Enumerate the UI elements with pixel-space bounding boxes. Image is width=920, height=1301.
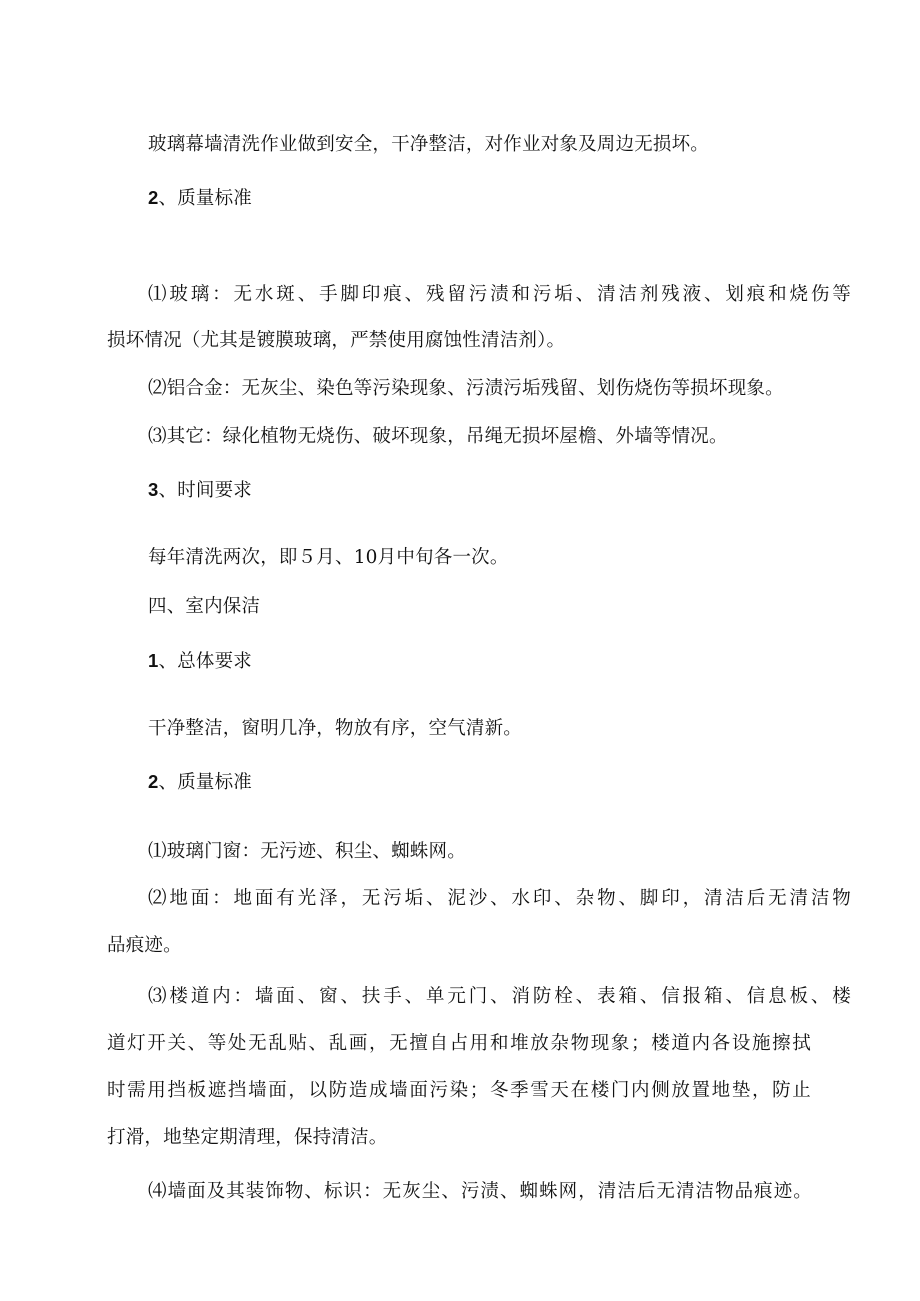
heading-number: 1	[148, 650, 159, 671]
paragraph-general-body: 干净整洁，窗明几净，物放有序，空气清新。	[148, 718, 523, 739]
heading-quality-standard-1	[148, 185, 252, 212]
paragraph-wall-decorations: ⑷墙面及其装饰物、标识：无灰尘、污渍、蜘蛛网，清洁后无清洁物品痕迹。	[148, 1181, 812, 1202]
paragraph-floor-line-1: ⑵地面：地面有光泽，无污垢、泥沙、水印、杂物、脚印，清洁后无清洁物	[148, 888, 851, 909]
paragraph-corridor-line-1: ⑶楼道内：墙面、窗、扶手、单元门、消防栓、表箱、信报箱、信息板、楼	[148, 986, 851, 1007]
paragraph-corridor-line-4: 打滑，地垫定期清理，保持清洁。	[107, 1127, 388, 1148]
heading-general-requirements	[148, 648, 252, 675]
heading-number: 3	[148, 479, 159, 500]
heading-text: 、质量标准	[158, 188, 253, 209]
paragraph-door-window: ⑴玻璃门窗：无污迹、积尘、蜘蛛网。	[148, 841, 466, 862]
paragraph-other: ⑶其它：绿化植物无烧伤、破坏现象，吊绳无损坏屋檐、外墙等情况。	[148, 426, 728, 447]
paragraph-cleaning-schedule: 每年清洗两次，即５月、10月中旬各一次。	[148, 547, 509, 568]
heading-text: 、质量标准	[158, 772, 253, 793]
heading-time-requirements	[148, 477, 252, 504]
paragraph-curtain-wall-cleaning: 玻璃幕墙清洗作业做到安全，干净整洁，对作业对象及周边无损坏。	[148, 134, 710, 155]
heading-number: 2	[148, 187, 159, 208]
paragraph-corridor-line-2: 道灯开关、等处无乱贴、乱画，无擅自占用和堆放杂物现象；楼道内各设施擦拭	[107, 1033, 811, 1054]
heading-text: 、总体要求	[158, 651, 253, 672]
heading-quality-standard-2	[148, 769, 252, 796]
section-indoor-cleaning: 四、室内保洁	[148, 596, 261, 617]
heading-number: 2	[148, 771, 159, 792]
heading-text: 、时间要求	[158, 480, 253, 501]
paragraph-aluminum-alloy: ⑵铝合金：无灰尘、染色等污染现象、污渍污垢残留、划伤烧伤等损坏现象。	[148, 378, 784, 399]
paragraph-glass-line-2: 损坏情况（尤其是镀膜玻璃，严禁使用腐蚀性清洁剂）。	[107, 330, 566, 351]
paragraph-corridor-line-3: 时需用挡板遮挡墙面，以防造成墙面污染；冬季雪天在楼门内侧放置地垫，防止	[107, 1080, 811, 1101]
paragraph-glass-line-1: ⑴玻璃：无水斑、手脚印痕、残留污渍和污垢、清洁剂残液、划痕和烧伤等	[148, 284, 851, 305]
paragraph-floor-line-2: 品痕迹。	[107, 935, 182, 956]
